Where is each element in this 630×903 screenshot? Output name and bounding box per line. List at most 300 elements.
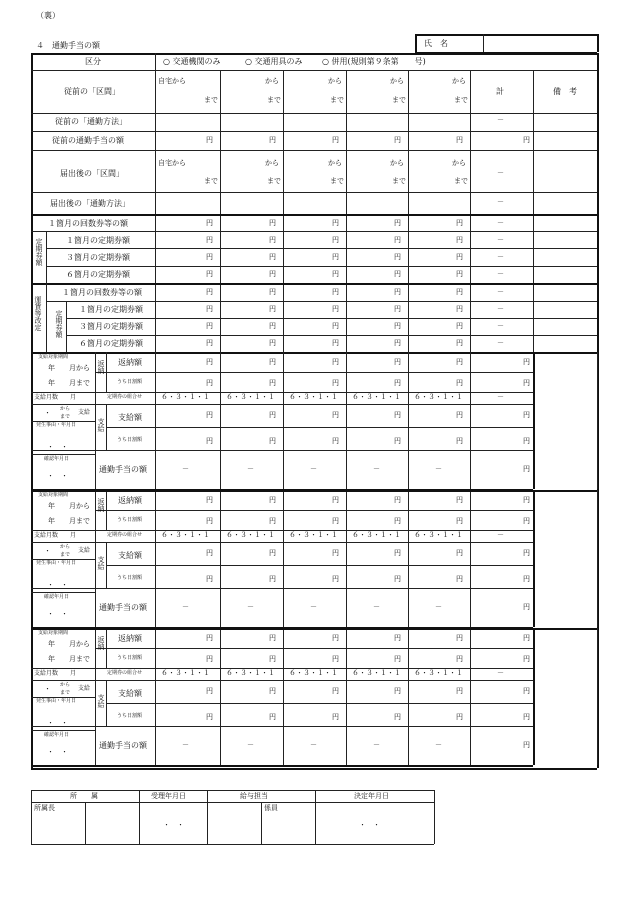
dash-cell: － <box>435 465 442 473</box>
uchi-label: うち日割額 <box>117 575 143 581</box>
yen-cell: 円 <box>269 358 276 366</box>
yen-cell: 円 <box>456 219 463 227</box>
combo-label: 定期券の組合せ <box>107 394 143 400</box>
h-rule <box>31 588 533 589</box>
yen-cell: 円 <box>269 634 276 642</box>
yen-cell: 円 <box>332 270 339 278</box>
footer-chief: 所属長 <box>34 804 55 812</box>
yen-cell: 円 <box>206 437 213 445</box>
dash-cell: － <box>435 741 442 749</box>
combo-value: ６・３・１・１ <box>289 669 338 677</box>
dash-cell: － <box>497 393 504 401</box>
yen-cell: 円 <box>332 411 339 419</box>
yen-cell: 円 <box>394 379 401 387</box>
henno-label: 返納 <box>97 636 105 650</box>
yen-cell: 円 <box>269 288 276 296</box>
yen-cell: 円 <box>394 219 401 227</box>
made-small: まで <box>60 690 71 696</box>
yen-cell: 円 <box>523 634 530 642</box>
combo-label: 定期券の組合せ <box>107 670 143 676</box>
h-rule <box>31 490 597 492</box>
h-rule <box>95 648 533 649</box>
confirm-label: 確認年月日 <box>44 456 70 462</box>
yen-cell: 円 <box>394 655 401 663</box>
h-rule <box>31 592 95 593</box>
yen-cell: 円 <box>456 358 463 366</box>
from-cell: から <box>452 159 466 167</box>
footer-decided: 決定年月日 <box>354 792 389 800</box>
new-method-label: 届出後の「通勤方法」 <box>50 199 130 208</box>
h-rule <box>66 318 597 319</box>
yen-cell: 円 <box>332 253 339 261</box>
month-label: 支給月数 月 <box>34 394 77 401</box>
combo-value: ６・３・１・１ <box>289 531 338 539</box>
yen-cell: 円 <box>332 219 339 227</box>
yen-cell: 円 <box>523 496 530 504</box>
dash-cell: － <box>247 465 254 473</box>
yen-cell: 円 <box>456 496 463 504</box>
dash-cell: － <box>497 288 504 296</box>
combo-value: ６・３・１・１ <box>226 393 275 401</box>
v-rule <box>597 490 598 627</box>
yen-cell: 円 <box>332 379 339 387</box>
yen-cell: 円 <box>394 322 401 330</box>
yen-cell: 円 <box>206 655 213 663</box>
yen-cell: 円 <box>206 713 213 721</box>
yen-cell: 円 <box>456 136 463 144</box>
h-rule <box>31 726 533 727</box>
yen-cell: 円 <box>269 270 276 278</box>
dash-cell: － <box>497 169 504 177</box>
dash-cell: － <box>182 603 189 611</box>
yen-cell: 円 <box>456 379 463 387</box>
yen-cell: 円 <box>456 713 463 721</box>
prev-method-label: 従前の「通勤方法」 <box>55 117 127 126</box>
h-rule <box>31 131 597 132</box>
shikyu-small: 支給 <box>78 409 91 416</box>
yen-cell: 円 <box>456 236 463 244</box>
yen-cell: 円 <box>269 339 276 347</box>
combo-value: ６・３・１・１ <box>161 531 210 539</box>
h-rule <box>31 765 533 767</box>
yen-cell: 円 <box>206 270 213 278</box>
made-small: まで <box>60 414 71 420</box>
h-rule <box>106 565 533 566</box>
until-cell: まで <box>204 177 218 185</box>
yen-cell: 円 <box>206 549 213 557</box>
v-rule <box>597 628 598 765</box>
yen-cell: 円 <box>456 270 463 278</box>
yen-cell: 円 <box>206 253 213 261</box>
v-rule <box>415 34 417 52</box>
yen-cell: 円 <box>206 305 213 313</box>
shikyu-small: 支給 <box>78 547 91 554</box>
date-dots: ・ ・ <box>47 610 68 618</box>
kaitei-teiki-label: 定期券額 <box>55 310 63 338</box>
yen-cell: 円 <box>456 517 463 525</box>
combo-value: ６・３・１・１ <box>414 669 463 677</box>
block-total-label: 通勤手当の額 <box>99 465 147 474</box>
combo-value: ６・３・１・１ <box>352 531 401 539</box>
v-rule <box>31 790 32 844</box>
yen-cell: 円 <box>206 322 213 330</box>
date-dots: ・ ・ <box>47 443 68 451</box>
h-rule <box>31 214 597 216</box>
yen-cell: 円 <box>394 288 401 296</box>
dash-cell: － <box>497 198 504 206</box>
yen-cell: 円 <box>269 411 276 419</box>
dash-cell: － <box>310 603 317 611</box>
dash-cell: － <box>497 322 504 330</box>
h-rule <box>31 697 95 698</box>
yen-cell: 円 <box>523 358 530 366</box>
v-rule <box>85 802 86 844</box>
yen-cell: 円 <box>456 339 463 347</box>
v-rule <box>66 301 67 352</box>
v-rule <box>207 790 208 844</box>
until-cell: まで <box>392 177 406 185</box>
until-cell: まで <box>330 96 344 104</box>
combo-value: ６・３・１・１ <box>352 393 401 401</box>
yen-cell: 円 <box>269 379 276 387</box>
h-rule <box>66 335 597 336</box>
v-rule <box>483 34 484 52</box>
kaitei-one-month-label: １箇月の回数券等の額 <box>62 288 142 297</box>
h-rule <box>31 70 597 71</box>
uchi-label: うち日割額 <box>117 517 143 523</box>
v-rule <box>139 790 140 844</box>
period-label: 支給対象期間 <box>38 354 69 360</box>
page-label: （裏） <box>36 11 60 20</box>
h-rule <box>31 192 597 193</box>
h-rule <box>31 628 597 630</box>
yen-cell: 円 <box>456 634 463 642</box>
yen-cell: 円 <box>206 236 213 244</box>
until-cell: まで <box>392 96 406 104</box>
yen-cell: 円 <box>332 517 339 525</box>
h-rule <box>31 421 95 422</box>
dot-mark: ・ <box>44 685 51 693</box>
dash-cell: － <box>497 339 504 347</box>
combo-value: ６・３・１・１ <box>352 669 401 677</box>
dash-cell: － <box>435 603 442 611</box>
date-dots: ・ ・ <box>47 719 68 727</box>
period-to: 年 月まで <box>48 655 90 663</box>
yen-cell: 円 <box>269 713 276 721</box>
period-to: 年 月まで <box>48 517 90 525</box>
h-rule <box>31 352 597 354</box>
dot-mark: ・ <box>44 409 51 417</box>
footer-staff: 係員 <box>264 804 278 812</box>
yen-cell: 円 <box>394 549 401 557</box>
remarks-header: 備 考 <box>553 87 577 96</box>
h-rule <box>31 454 95 455</box>
yen-cell: 円 <box>332 358 339 366</box>
yen-cell: 円 <box>206 288 213 296</box>
yen-cell: 円 <box>523 713 530 721</box>
h-rule <box>95 372 533 373</box>
h-rule <box>31 231 597 232</box>
reason-label: 発生事由・年月日 <box>36 422 77 428</box>
yen-cell: 円 <box>332 496 339 504</box>
opt-combined: ○ 併用(規則第９条第 号) <box>322 57 426 66</box>
yen-cell: 円 <box>206 136 213 144</box>
teiki-3-label: ３箇月の定期券額 <box>66 253 130 262</box>
until-cell: まで <box>267 96 281 104</box>
v-rule <box>533 352 535 489</box>
v-rule <box>315 790 316 844</box>
until-cell: まで <box>330 177 344 185</box>
from-cell: 自宅から <box>158 159 186 167</box>
new-section-label: 届出後の「区間」 <box>60 169 124 178</box>
h-rule <box>46 248 597 249</box>
prev-section-label: 従前の「区間」 <box>64 87 120 96</box>
yen-cell: 円 <box>332 713 339 721</box>
yen-cell: 円 <box>456 253 463 261</box>
kubun-label: 区分 <box>85 57 101 66</box>
date-dots: ・ ・ <box>47 748 68 756</box>
footer-received: 受理年月日 <box>151 792 186 800</box>
yen-cell: 円 <box>269 219 276 227</box>
period-to: 年 月まで <box>48 379 90 387</box>
dash-cell: － <box>373 603 380 611</box>
combo-value: ６・３・１・１ <box>226 531 275 539</box>
reason-label: 発生事由・年月日 <box>36 698 77 704</box>
dash-cell: － <box>247 741 254 749</box>
confirm-label: 確認年月日 <box>44 732 70 738</box>
dash-cell: － <box>497 253 504 261</box>
v-rule <box>46 283 47 352</box>
yen-cell: 円 <box>523 437 530 445</box>
yen-cell: 円 <box>394 339 401 347</box>
month-label: 支給月数 月 <box>34 532 77 539</box>
footer-dept: 所 属 <box>70 792 98 800</box>
block-total-label: 通勤手当の額 <box>99 741 147 750</box>
h-rule <box>31 559 95 560</box>
made-small: まで <box>60 552 71 558</box>
yen-cell: 円 <box>456 687 463 695</box>
from-cell: から <box>390 159 404 167</box>
dash-cell: － <box>310 465 317 473</box>
combo-value: ６・３・１・１ <box>161 669 210 677</box>
v-rule <box>31 53 33 768</box>
yen-cell: 円 <box>332 136 339 144</box>
h-rule <box>46 301 597 302</box>
yen-cell: 円 <box>269 517 276 525</box>
from-cell: から <box>328 159 342 167</box>
period-label: 支給対象期間 <box>38 492 69 498</box>
v-rule <box>261 802 262 844</box>
reason-label: 発生事由・年月日 <box>36 560 77 566</box>
month-label: 支給月数 月 <box>34 670 77 677</box>
yen-cell: 円 <box>206 379 213 387</box>
yen-cell: 円 <box>394 634 401 642</box>
yen-cell: 円 <box>394 713 401 721</box>
footer-decided-date: ・ ・ <box>359 821 380 829</box>
kara-small: から <box>60 406 71 412</box>
yen-cell: 円 <box>332 288 339 296</box>
dash-cell: － <box>373 741 380 749</box>
period-from: 年 月から <box>48 502 90 510</box>
from-cell: 自宅から <box>158 77 186 85</box>
h-rule <box>31 542 533 543</box>
h-rule <box>31 404 533 405</box>
yen-cell: 円 <box>206 687 213 695</box>
yen-cell: 円 <box>394 270 401 278</box>
yen-cell: 円 <box>456 575 463 583</box>
name-label: 氏 名 <box>424 39 448 48</box>
yen-cell: 円 <box>456 411 463 419</box>
dash-cell: － <box>497 219 504 227</box>
yen-cell: 円 <box>523 465 530 473</box>
v-rule <box>533 628 535 765</box>
yen-cell: 円 <box>523 411 530 419</box>
footer-payroll: 給与担当 <box>240 792 268 800</box>
h-rule <box>31 450 533 451</box>
henno-label: 返納 <box>97 498 105 512</box>
yen-cell: 円 <box>523 575 530 583</box>
kaitei-6-label: ６箇月の定期券額 <box>79 339 143 348</box>
yen-cell: 円 <box>394 411 401 419</box>
yen-cell: 円 <box>456 655 463 663</box>
yen-cell: 円 <box>456 437 463 445</box>
h-rule <box>31 730 95 731</box>
h-rule <box>31 53 597 55</box>
shikyu-label: 支給 <box>97 418 105 432</box>
kaitei-1-label: １箇月の定期券額 <box>79 305 143 314</box>
yen-cell: 円 <box>269 437 276 445</box>
yen-cell: 円 <box>332 437 339 445</box>
combo-value: ６・３・１・１ <box>414 393 463 401</box>
yen-cell: 円 <box>332 687 339 695</box>
dash-cell: － <box>497 531 504 539</box>
uchi-label: うち日割額 <box>117 379 143 385</box>
yen-cell: 円 <box>206 358 213 366</box>
v-rule <box>597 34 599 52</box>
period-from: 年 月から <box>48 364 90 372</box>
yen-cell: 円 <box>523 655 530 663</box>
teiki-6-label: ６箇月の定期券額 <box>66 270 130 279</box>
uchi-label: うち日割額 <box>117 655 143 661</box>
opt-transit-only: ○ 交通機関のみ <box>163 57 221 66</box>
yen-cell: 円 <box>332 575 339 583</box>
v-rule <box>597 352 598 489</box>
v-rule <box>155 53 156 70</box>
uchi-label: うち日割額 <box>117 437 143 443</box>
prev-amount-label: 従前の通勤手当の額 <box>52 136 124 145</box>
combo-value: ６・３・１・１ <box>414 531 463 539</box>
section-title: ４ 通勤手当の額 <box>36 41 100 50</box>
yen-cell: 円 <box>269 549 276 557</box>
kaitei-3-label: ３箇月の定期券額 <box>79 322 143 331</box>
shikyu-amount-label: 支給額 <box>118 551 142 560</box>
uchi-label: うち日割額 <box>117 713 143 719</box>
yen-cell: 円 <box>394 236 401 244</box>
v-rule <box>46 231 47 283</box>
total-header: 計 <box>496 87 504 96</box>
yen-cell: 円 <box>523 687 530 695</box>
h-rule <box>31 802 434 803</box>
dash-cell: － <box>497 270 504 278</box>
yen-cell: 円 <box>456 288 463 296</box>
yen-cell: 円 <box>394 358 401 366</box>
yen-cell: 円 <box>523 136 530 144</box>
yen-cell: 円 <box>269 305 276 313</box>
yen-cell: 円 <box>206 496 213 504</box>
v-rule <box>533 490 535 627</box>
dash-cell: － <box>497 669 504 677</box>
yen-cell: 円 <box>269 136 276 144</box>
yen-cell: 円 <box>394 136 401 144</box>
h-rule <box>31 790 434 791</box>
period-label: 支給対象期間 <box>38 630 69 636</box>
yen-cell: 円 <box>332 305 339 313</box>
from-cell: から <box>390 77 404 85</box>
date-dots: ・ ・ <box>47 472 68 480</box>
dash-cell: － <box>497 116 504 124</box>
shikyu-small: 支給 <box>78 685 91 692</box>
until-cell: まで <box>454 96 468 104</box>
teiki-group-label: 定期券額 <box>35 238 43 266</box>
shikyu-label: 支給 <box>97 556 105 570</box>
combo-label: 定期券の組合せ <box>107 532 143 538</box>
yen-cell: 円 <box>394 517 401 525</box>
henno-amount-label: 返納額 <box>118 358 142 367</box>
h-rule <box>31 150 597 151</box>
yen-cell: 円 <box>332 634 339 642</box>
kaitei-group-label: 運賃等改定 <box>34 296 42 331</box>
block-total-label: 通勤手当の額 <box>99 603 147 612</box>
yen-cell: 円 <box>332 236 339 244</box>
yen-cell: 円 <box>206 517 213 525</box>
h-rule <box>106 703 533 704</box>
until-cell: まで <box>454 177 468 185</box>
h-rule <box>31 768 597 770</box>
yen-cell: 円 <box>394 253 401 261</box>
yen-cell: 円 <box>332 322 339 330</box>
dash-cell: － <box>310 741 317 749</box>
h-rule <box>415 34 597 36</box>
yen-cell: 円 <box>456 305 463 313</box>
yen-cell: 円 <box>269 322 276 330</box>
h-rule <box>31 844 434 845</box>
combo-value: ６・３・１・１ <box>226 669 275 677</box>
date-dots: ・ ・ <box>47 581 68 589</box>
dot-mark: ・ <box>44 547 51 555</box>
yen-cell: 円 <box>523 603 530 611</box>
yen-cell: 円 <box>523 549 530 557</box>
henno-label: 返納 <box>97 360 105 374</box>
combo-value: ６・３・１・１ <box>161 393 210 401</box>
opt-vehicle-only: ○ 交通用具のみ <box>245 57 303 66</box>
h-rule <box>31 680 533 681</box>
h-rule <box>95 510 533 511</box>
yen-cell: 円 <box>523 741 530 749</box>
until-cell: まで <box>267 177 281 185</box>
yen-cell: 円 <box>523 517 530 525</box>
yen-cell: 円 <box>456 322 463 330</box>
shikyu-amount-label: 支給額 <box>118 689 142 698</box>
combo-value: ６・３・１・１ <box>289 393 338 401</box>
yen-cell: 円 <box>332 655 339 663</box>
h-rule <box>46 266 597 267</box>
yen-cell: 円 <box>269 575 276 583</box>
yen-cell: 円 <box>332 339 339 347</box>
h-rule <box>106 427 533 428</box>
dash-cell: － <box>182 741 189 749</box>
yen-cell: 円 <box>206 339 213 347</box>
dash-cell: － <box>373 465 380 473</box>
